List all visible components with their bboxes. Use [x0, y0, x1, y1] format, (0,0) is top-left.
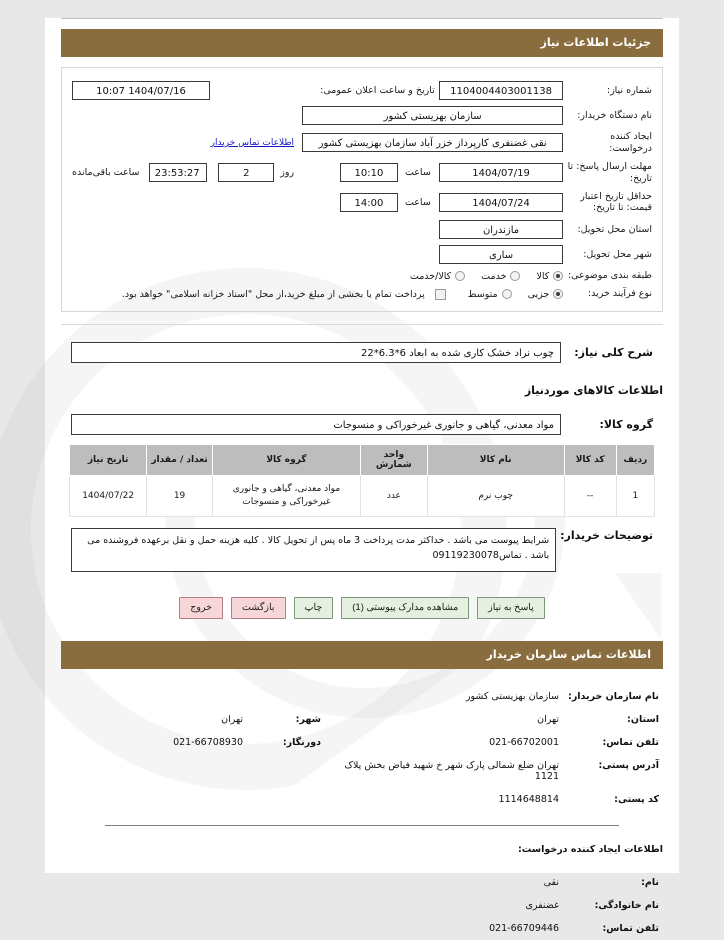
- goods-col-6: تاریخ نیاز: [70, 445, 147, 476]
- row-need-number: [70, 78, 654, 103]
- creator-label: ایجاد کننده درخواست:: [609, 131, 652, 154]
- contact-value-2: [61, 685, 247, 708]
- validity-date-value: 1404/07/24: [439, 193, 564, 212]
- section-header-need-details: جزئیات اطلاعات نیاز: [61, 29, 663, 57]
- goods-col-2: نام کالا: [427, 445, 564, 476]
- need-number-value: 1104004403001138: [439, 81, 564, 100]
- goods-panel: [61, 407, 663, 583]
- treasury-note: پرداخت تمام یا بخشی از مبلغ خرید،از محل "اسناد خزانه اسلامی" خواهد بود.: [121, 288, 425, 300]
- row-creator: [70, 128, 654, 158]
- validity-time-value: 14:00: [340, 193, 398, 212]
- validity-label: حداقل تاریخ اعتبار قیمت: تا تاریخ:: [580, 190, 652, 214]
- goods-group-value: مواد معدنی، گیاهی و جانوری غیرخوراکی و منسوجات: [71, 414, 561, 435]
- contact-value-2: [61, 754, 247, 788]
- treasury-checkbox[interactable]: [435, 289, 446, 300]
- buyer-org-label: نام دستگاه خریدار:: [577, 109, 652, 121]
- creator-value: نقی غضنفری کارپرداز خزر آباد سازمان بهزیستی کشور: [302, 133, 563, 152]
- contact-key-2: [247, 754, 325, 788]
- need-summary-label: شرح کلی نیاز:: [574, 346, 653, 359]
- creator-key: تلفن تماس:: [602, 923, 659, 935]
- goods-table-header-row: [70, 445, 655, 476]
- goods-cell-group: مواد معدنی، گیاهی و جانوری غیرخوراکی و منسوجات: [212, 476, 360, 517]
- goods-col-1: کد کالا: [564, 445, 616, 476]
- need-number-label: شماره نیاز:: [606, 84, 652, 96]
- city-value: ساری: [439, 245, 564, 264]
- contact-value: تهران: [537, 714, 559, 726]
- announce-label: تاریخ و ساعت اعلان عمومی:: [320, 85, 435, 96]
- creator-row: [61, 894, 663, 917]
- goods-cell-row: 1: [616, 476, 654, 517]
- contact-row: [61, 685, 663, 708]
- buyer-contact-link[interactable]: اطلاعات تماس خریدار: [210, 137, 295, 148]
- process-option-1[interactable]: [456, 289, 512, 300]
- contact-key: آدرس پستی:: [598, 760, 659, 772]
- contact-row: [61, 731, 663, 754]
- category-option-1[interactable]: [469, 271, 520, 282]
- deadline-time-label: ساعت: [404, 167, 431, 179]
- remaining-days-unit: روز: [280, 167, 295, 179]
- contact-key-2: [247, 685, 325, 708]
- goods-cell-need_date: 1404/07/22: [70, 476, 147, 517]
- contact-divider: [105, 825, 619, 826]
- section-header-buyer-contact: اطلاعات تماس سازمان خریدار: [61, 641, 663, 669]
- creator-info-table: [61, 871, 663, 940]
- remaining-days-value: 2: [218, 163, 274, 182]
- goods-cell-quantity: 19: [147, 476, 213, 517]
- contact-row: [61, 708, 663, 731]
- category-label: طبقه بندی موضوعی:: [567, 270, 652, 282]
- process-label: نوع فرآیند خرید:: [587, 288, 652, 300]
- category-radio-1[interactable]: [510, 271, 520, 281]
- need-summary-value: چوب نراد خشک کاری شده به ابعاد 6*6.3*22: [71, 342, 561, 363]
- province-label: استان محل تحویل:: [577, 223, 652, 235]
- action-button-bar[interactable]: [45, 597, 679, 619]
- remaining-time-unit: ساعت باقی‌مانده: [72, 167, 140, 179]
- remarks-label: توضیحات خریدار:: [560, 529, 653, 543]
- contact-key-2: شهر:: [295, 714, 321, 726]
- row-category: [70, 267, 654, 285]
- goods-table: [69, 444, 655, 517]
- city-label: شهر محل تحویل:: [583, 248, 652, 260]
- deadline-time-value: 10:10: [340, 163, 398, 182]
- creator-row: [61, 917, 663, 940]
- creator-key: نام خانوادگی:: [594, 900, 659, 912]
- contact-value-2: تهران: [221, 714, 243, 726]
- category-label-1: خدمت: [481, 270, 507, 282]
- buyer-contact-table: [61, 685, 663, 811]
- contact-row: [61, 788, 663, 811]
- goods-col-5: تعداد / مقدار: [147, 445, 213, 476]
- exit-button[interactable]: خروج: [179, 597, 223, 619]
- goods-group-label: گروه کالا:: [599, 418, 653, 431]
- contact-key: کد پستی:: [614, 794, 659, 806]
- contact-key: استان:: [627, 714, 659, 726]
- contact-value: تهران ضلع شمالی پارک شهر خ شهید فیاض بخش پلاک 1121: [344, 760, 559, 783]
- creator-key: نام:: [641, 877, 659, 889]
- buyer-org-value: سازمان بهزیستی کشور: [302, 106, 563, 125]
- table-row: [70, 476, 655, 517]
- process-label-1: متوسط: [467, 288, 498, 300]
- process-radio-0[interactable]: [553, 289, 563, 299]
- row-buyer-org: [70, 103, 654, 128]
- goods-col-3: واحد شمارش: [361, 445, 428, 476]
- creator-row: [61, 871, 663, 894]
- contact-key: نام سازمان خریدار:: [568, 691, 659, 703]
- print-button[interactable]: چاپ: [294, 597, 334, 619]
- remarks-value: شرایط پیوست می باشد . حداکثر مدت پرداخت 3 ماه پس از تحویل کالا . کلیه هزینه حمل و نقل برعهده فروشنده می باشد . تماس09119230078: [71, 528, 556, 572]
- process-label-0: جزیی: [527, 288, 550, 300]
- goods-cell-code: --: [564, 476, 616, 517]
- creator-value: 021-66709446: [489, 923, 559, 935]
- contact-key: تلفن تماس:: [602, 737, 659, 749]
- goods-cell-unit: عدد: [361, 476, 428, 517]
- goods-table-body: [70, 476, 655, 517]
- summary-divider: [61, 324, 663, 325]
- goods-col-0: ردیف: [616, 445, 654, 476]
- row-deadline: [70, 158, 654, 188]
- contact-value: 021-66702001: [489, 737, 559, 749]
- process-radio-1[interactable]: [502, 289, 512, 299]
- category-radio-0[interactable]: [553, 271, 563, 281]
- process-radio-group[interactable]: [456, 289, 564, 300]
- need-details-panel: [61, 67, 663, 312]
- row-city: [70, 242, 654, 267]
- category-label-0: کالا: [536, 270, 550, 282]
- top-divider: [61, 18, 663, 19]
- page-root: [45, 18, 679, 935]
- goods-col-4: گروه کالا: [212, 445, 360, 476]
- back-button[interactable]: بازگشت: [231, 597, 285, 619]
- contact-value-2: [61, 788, 247, 811]
- category-radio-2[interactable]: [455, 271, 465, 281]
- view-attachments-button[interactable]: مشاهده مدارک پیوستی (1): [341, 597, 469, 619]
- row-validity: [70, 188, 654, 218]
- deadline-label: مهلت ارسال پاسخ: تا تاریخ:: [567, 160, 652, 184]
- category-radio-group[interactable]: [72, 271, 563, 282]
- goods-cell-name: چوب نرم: [427, 476, 564, 517]
- creator-pad: [61, 894, 325, 917]
- deadline-date-value: 1404/07/19: [439, 163, 564, 182]
- category-option-0[interactable]: [524, 271, 563, 282]
- announce-value: 1404/07/16 10:07: [72, 81, 210, 100]
- goods-heading: اطلاعات کالاهای موردنیاز: [524, 384, 663, 397]
- contact-row: [61, 754, 663, 788]
- contact-key-2: [247, 788, 325, 811]
- row-process: [70, 285, 654, 303]
- contact-key-2: دورنگار:: [282, 737, 321, 749]
- process-option-0[interactable]: [516, 289, 564, 300]
- creator-info-heading: اطلاعات ایجاد کننده درخواست:: [517, 844, 663, 856]
- validity-time-label: ساعت: [404, 196, 431, 208]
- category-label-2: کالا/خدمت: [409, 270, 452, 282]
- creator-value: غضنفری: [525, 900, 559, 912]
- contact-value: سازمان بهزیستی کشور: [465, 691, 559, 703]
- contact-value-2: 021-66708930: [173, 737, 243, 749]
- row-province: [70, 217, 654, 242]
- creator-pad: [61, 917, 325, 940]
- remaining-time-value: 23:53:27: [149, 163, 207, 182]
- contact-value: 1114648814: [498, 794, 559, 806]
- need-summary-panel: [61, 335, 663, 374]
- creator-pad: [61, 871, 325, 894]
- need-details-form: [70, 78, 654, 303]
- creator-value: نقی: [543, 877, 559, 889]
- respond-to-need-button[interactable]: پاسخ به نیاز: [477, 597, 545, 619]
- province-value: مازندران: [439, 220, 564, 239]
- category-option-2[interactable]: [398, 271, 465, 282]
